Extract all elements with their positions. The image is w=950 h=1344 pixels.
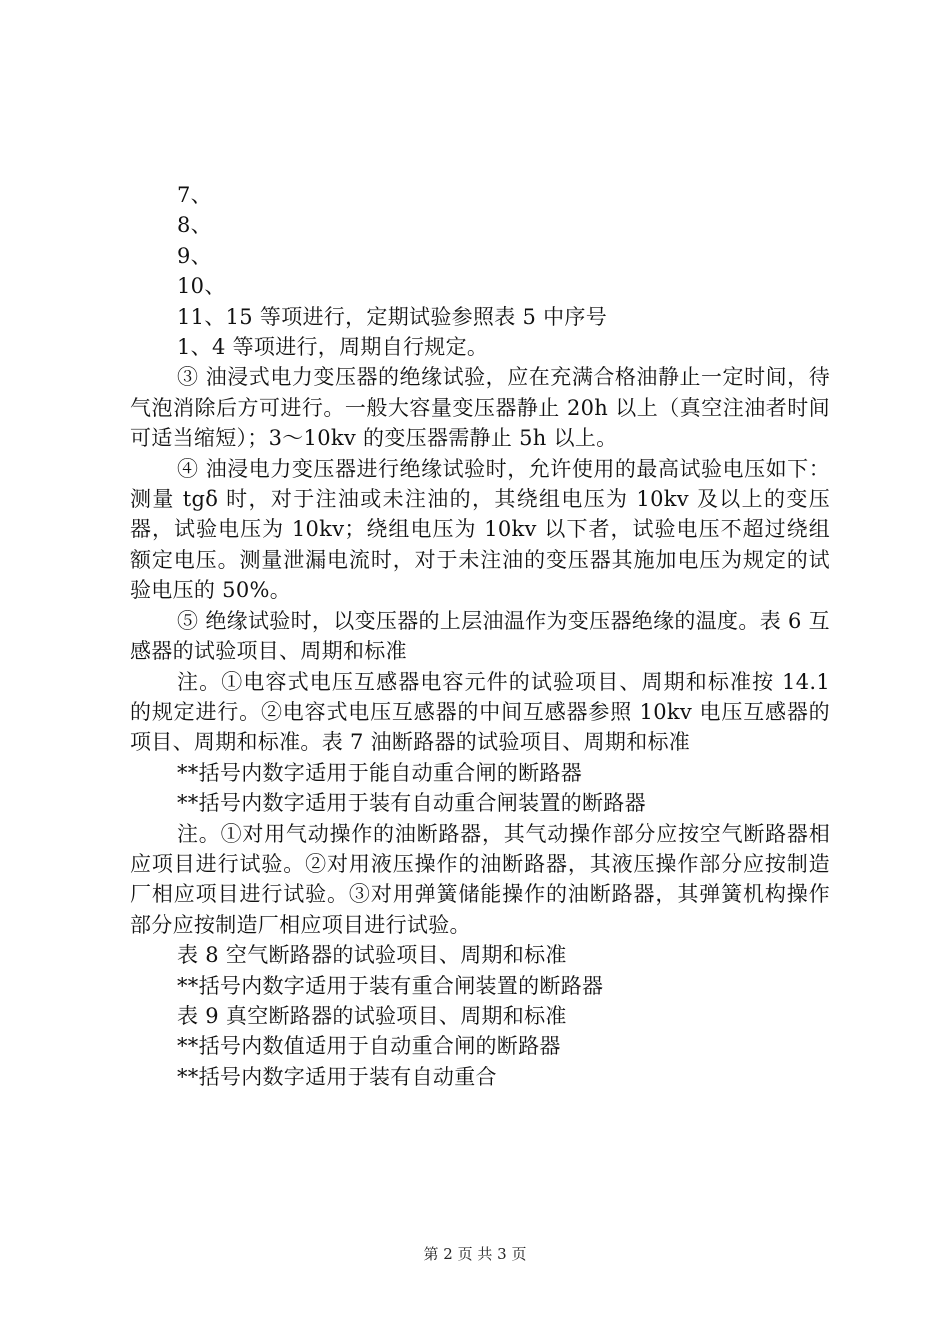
paragraph: 注。①电容式电压互感器电容元件的试验项目、周期和标准按 14.1 的规定进行。②电容式电压互感器的中间互感器参照 10kv 电压互感器的项目、周期和标准。表 7 油断路器的试验项目、周期和标准 bbox=[130, 669, 830, 755]
paragraph: **括号内数字适用于能自动重合闸的断路器 bbox=[177, 760, 582, 785]
paragraph: ④ 油浸电力变压器进行绝缘试验时，允许使用的最高试验电压如下：测量 tgδ 时，对于注油或未注油的，其绕组电压为 10kv 及以上的变压器，试验电压为 10kv；绕组电压为 10kv 以下者，试验电压不超过绕组额定电压。测量泄漏电流时，对于未注油的变压器其施加电压为规定的试验电压的 50%。 bbox=[130, 456, 830, 603]
paragraph: 9、 bbox=[177, 243, 212, 268]
paragraph: **括号内数字适用于装有自动重合 bbox=[177, 1064, 497, 1089]
paragraph: 表 9 真空断路器的试验项目、周期和标准 bbox=[177, 1003, 567, 1028]
paragraph: **括号内数字适用于装有重合闸装置的断路器 bbox=[177, 973, 604, 998]
paragraph: 10、 bbox=[177, 274, 226, 299]
paragraph: **括号内数字适用于装有自动重合闸装置的断路器 bbox=[177, 791, 646, 816]
paragraph: 7、 bbox=[177, 183, 212, 207]
paragraph: 表 8 空气断路器的试验项目、周期和标准 bbox=[177, 943, 567, 968]
paragraph: 注。①对用气动操作的油断路器，其气动操作部分应按空气断路器相应项目进行试验。②对用液压操作的油断路器，其液压操作部分应按制造厂相应项目进行试验。③对用弹簧储能操作的油断路器，其弹簧机构操作部分应按制造厂相应项目进行试验。 bbox=[130, 821, 830, 937]
paragraph: 1、4 等项进行，周期自行规定。 bbox=[177, 335, 489, 360]
paragraph: ③ 油浸式电力变压器的绝缘试验，应在充满合格油静止一定时间，待气泡消除后方可进行。一般大容量变压器静止 20h 以上（真空注油者时间可适当缩短）；3～10kv 的变压器需静止 5h 以上。 bbox=[130, 365, 830, 451]
paragraph: 11、15 等项进行，定期试验参照表 5 中序号 bbox=[177, 304, 608, 329]
page-footer: 第 2 页 共 3 页 bbox=[423, 1245, 527, 1263]
paragraph: **括号内数值适用于自动重合闸的断路器 bbox=[177, 1034, 561, 1059]
document-body bbox=[130, 180, 830, 1092]
paragraph: 8、 bbox=[177, 213, 212, 238]
paragraph: ⑤ 绝缘试验时，以变压器的上层油温作为变压器绝缘的温度。表 6 互感器的试验项目、周期和标准 bbox=[130, 608, 830, 664]
